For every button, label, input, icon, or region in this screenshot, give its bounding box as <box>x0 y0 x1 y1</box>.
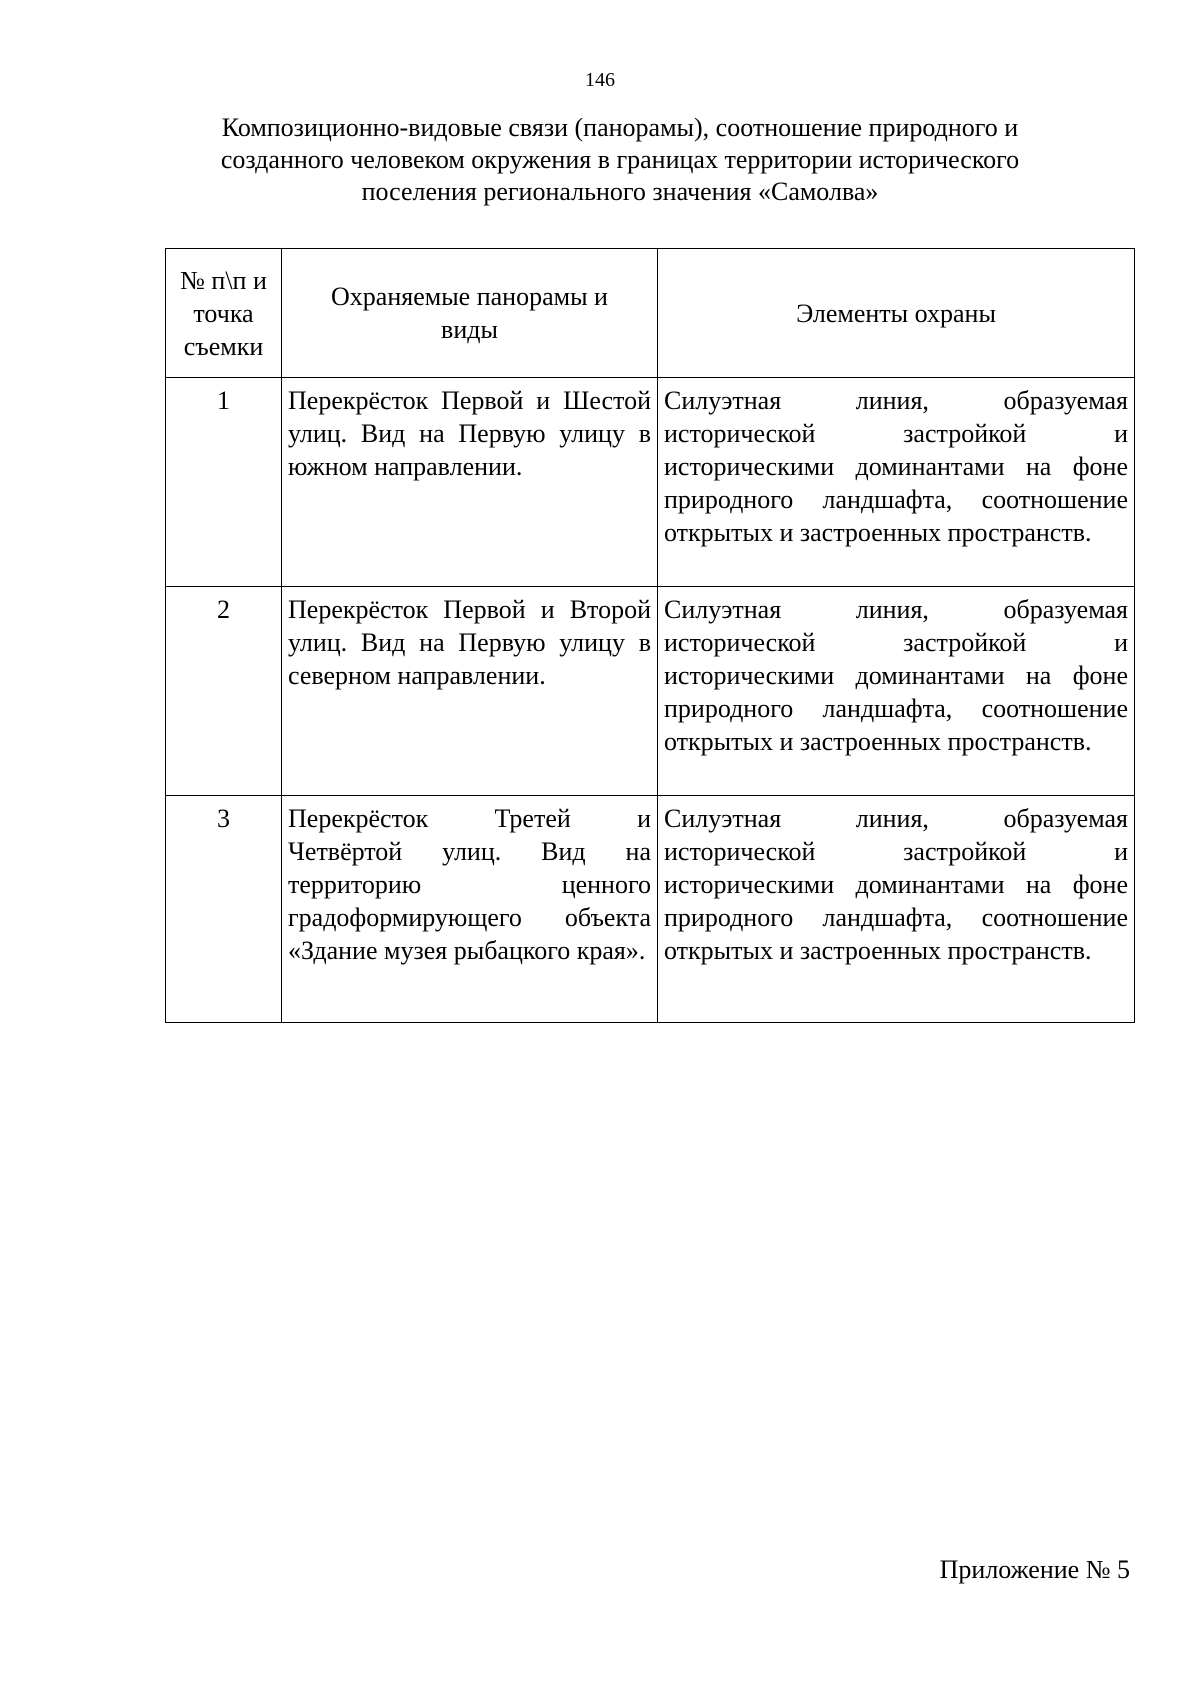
row-number: 2 <box>166 587 282 796</box>
table-header-row <box>166 249 1135 378</box>
header-number-line: точка <box>193 298 254 328</box>
table-row <box>166 796 1135 1023</box>
document-title <box>160 112 1080 208</box>
header-panoramas-line: Охраняемые панорамы и <box>331 282 608 311</box>
header-panoramas-line: виды <box>441 315 498 344</box>
header-number-line: № п\п и <box>180 265 267 295</box>
row-element: Силуэтная линия, образуемая исторической застройкой и историческими доминантами на фоне природного ландшафта, соотношение открытых и застроенных пространств. <box>658 796 1135 1023</box>
row-element: Силуэтная линия, образуемая исторической застройкой и историческими доминантами на фоне природного ландшафта, соотношение открытых и застроенных пространств. <box>658 587 1135 796</box>
row-panorama: Перекрёсток Первой и Второй улиц. Вид на Первую улицу в северном направлении. <box>282 587 658 796</box>
header-elements: Элементы охраны <box>658 249 1135 378</box>
document-title-line: Композиционно-видовые связи (панорамы), соотношение природного и <box>221 113 1019 142</box>
row-element: Силуэтная линия, образуемая исторической застройкой и историческими доминантами на фоне природного ландшафта, соотношение открытых и застроенных пространств. <box>658 378 1135 587</box>
header-number-line: съемки <box>183 331 264 361</box>
row-panorama: Перекрёсток Третей и Четвёртой улиц. Вид на территорию ценного градоформирующего объекта «Здание музея рыбацкого края». <box>282 796 658 1023</box>
row-panorama: Перекрёсток Первой и Шестой улиц. Вид на Первую улицу в южном направлении. <box>282 378 658 587</box>
header-number <box>166 249 282 378</box>
table-row <box>166 587 1135 796</box>
panorama-table <box>165 248 1135 1023</box>
row-number: 1 <box>166 378 282 587</box>
table-row <box>166 378 1135 587</box>
document-title-line: поселения регионального значения «Самолва» <box>361 177 879 206</box>
row-number: 3 <box>166 796 282 1023</box>
appendix-label: Приложение № 5 <box>939 1555 1130 1584</box>
header-panoramas <box>282 249 658 378</box>
page-number: 146 <box>585 69 615 91</box>
document-title-line: созданного человеком окружения в границах территории исторического <box>220 145 1020 174</box>
